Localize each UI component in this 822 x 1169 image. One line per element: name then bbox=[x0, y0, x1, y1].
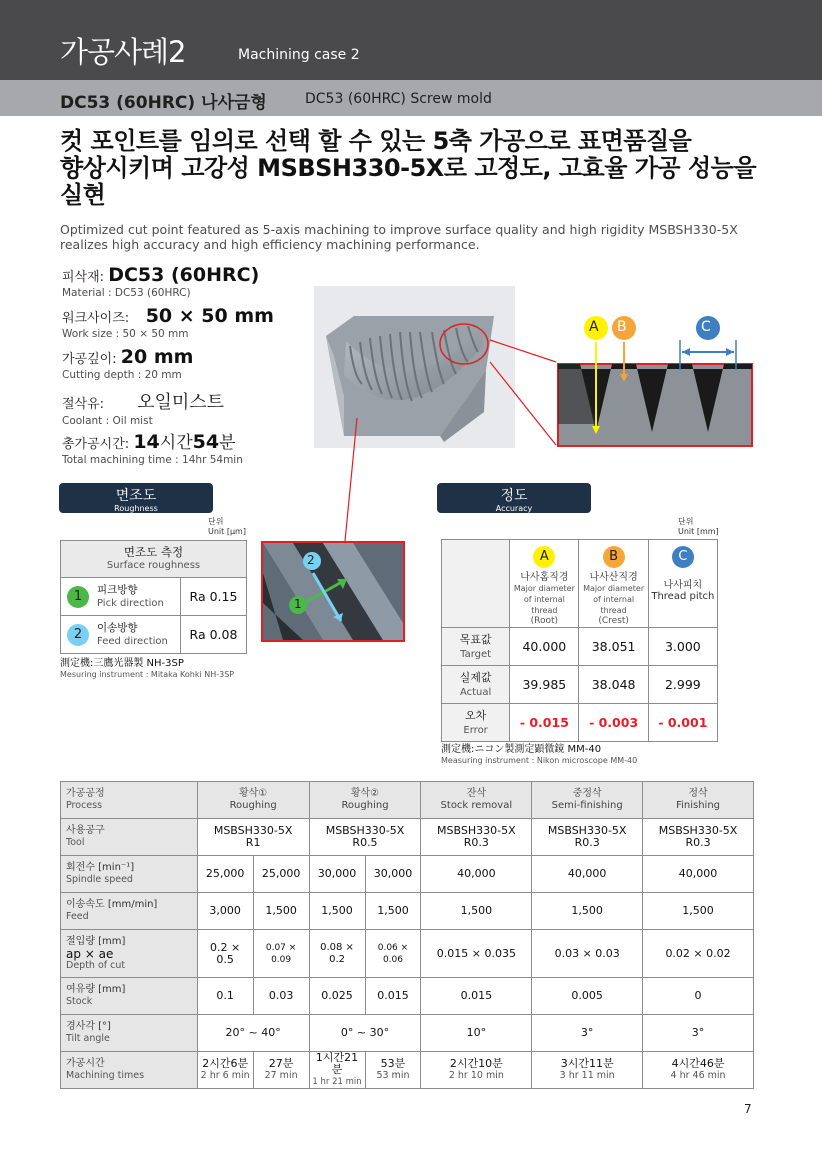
roughness-table: 면조도 측정 Surface roughness 1 피크방향 Pick direction Ra 0.15 2 이송방향 Feed direction Ra 0.08 bbox=[60, 540, 247, 654]
roughness-pill: 면조도 Roughness bbox=[59, 483, 213, 513]
spec-cutting-depth: 가공깊이: 20 mm Cutting depth : 20 mm bbox=[62, 346, 194, 381]
roughness-unit: 단위 Unit [μm] bbox=[208, 517, 246, 536]
page-subtitle: Machining case 2 bbox=[238, 47, 360, 63]
label-a: A bbox=[589, 319, 599, 335]
accuracy-table: A 나사홈직경 Major diameter of internal thread (Root) B 나사산직경 Major diameter of internal thread (Crest) C 나사피치 Thread pitch 목표값 Target 40.000 38.051 3.000 실제값 Actual 39.985 38.048 2.999 오차 Error - 0.015 - 0.003 - 0.001 bbox=[441, 539, 718, 742]
table-row: 1 피크방향 Pick direction bbox=[61, 578, 181, 616]
table-row: 가공시간 Machining times 2시간6분 2 hr 6 min 27분 27 min 1시간21분 1 hr 21 min 53분 53 min 2시간10분 2 hr 10 min 3시간11분 3 hr 11 min 4시간46분 4 hr 46 min bbox=[61, 1052, 754, 1089]
table-row: 2 이송방향 Feed direction bbox=[61, 616, 181, 654]
page-title: 가공사례2 bbox=[60, 35, 186, 69]
roughness-note: 測定機:三鷹光器製 NH-3SP Mesuring instrument : Mitaka Kohki NH-3SP bbox=[60, 658, 235, 679]
label-c: C bbox=[701, 319, 711, 335]
table-row: 오차 Error - 0.015 - 0.003 - 0.001 bbox=[442, 704, 718, 742]
table-row: 경사각 [°] Tilt angle 20° ~ 40° 0° ~ 30° 10° 3° 3° bbox=[61, 1015, 754, 1052]
process-table: 가공공정 Process 황삭① Roughing 황삭② Roughing 잔삭 Stock removal 중정삭 Semi-finishing 정삭 Finishing 사용공구 Tool MSBSH330-5X R1 MSBSH330-5X R0.5 MSBSH330-5X R0.3 MSBSH330-5X R0.3 MSBSH330-5X R0.3 회전수 [min⁻¹] Spindle speed 25,000 25,000 30,000 30,000 40,000 40,000 40,000 이송속도 [mm/min] Feed 3,000 1,500 1,500 1,500 1,500 1,500 1,500 절입량 [mm] ap × ae Depth of cut 0.2 × 0.5 0.07 × 0.09 0.08 × 0.2 0.06 × 0.06 0.015 × 0.035 0.03 × 0.03 0.02 × 0.02 여유량 [mm] Stock 0.1 0.03 0.025 0.015 0.015 0.005 0 경사각 [°] Tilt angle 20° ~ 40° 0° ~ 30° 10° 3° 3° 가공시간 Machining times 2시간6분 2 hr 6 min 27분 27 min 1시간21분 1 hr 21 min 53분 53 min 2시간10분 2 hr 10 min 3시간11분 3 hr 11 min 4시간46분 4 hr 46 min bbox=[60, 781, 754, 1089]
headline: 컷 포인트를 임의로 선택 할 수 있는 5축 가공으로 표면품질을 향상시키며 고강성 MSBSH330-5X로 고정도, 고효율 가공 성능을 실현 bbox=[60, 127, 757, 209]
table-row: 이송속도 [mm/min] Feed 3,000 1,500 1,500 1,500 1,500 1,500 1,500 bbox=[61, 893, 754, 930]
label-b: B bbox=[617, 319, 627, 335]
spec-material: 피삭재: DC53 (60HRC) Material : DC53 (60HRC) bbox=[62, 264, 260, 299]
surface-photo bbox=[261, 541, 405, 642]
page-number: 7 bbox=[744, 1102, 752, 1116]
case-title-en: DC53 (60HRC) Screw mold bbox=[305, 91, 492, 107]
spec-work-size: 워크사이즈: 50 × 50 mm Work size : 50 × 50 mm bbox=[62, 305, 274, 340]
table-row: 여유량 [mm] Stock 0.1 0.03 0.025 0.015 0.015 0.005 0 bbox=[61, 978, 754, 1015]
spec-coolant: 절삭유: 오일미스트 Coolant : Oil mist bbox=[62, 392, 225, 427]
spec-total-time: 총가공시간: 14시간54분 Total machining time : 14hr 54min bbox=[62, 431, 243, 466]
case-title: DC53 (60HRC) 나사금형 bbox=[60, 93, 267, 113]
table-row: 사용공구 Tool MSBSH330-5X R1 MSBSH330-5X R0.5 MSBSH330-5X R0.3 MSBSH330-5X R0.3 MSBSH330-5X R0.3 bbox=[61, 819, 754, 856]
accuracy-unit: 단위 Unit [mm] bbox=[678, 517, 719, 536]
subtitle: Optimized cut point featured as 5-axis machining to improve surface quality and high rigidity MSBSH330-5X realizes high accuracy and high efficiency machining performance. bbox=[60, 222, 738, 252]
accuracy-pill: 정도 Accuracy bbox=[437, 483, 591, 513]
photo-label-2: 2 bbox=[307, 553, 315, 567]
table-row: 회전수 [min⁻¹] Spindle speed 25,000 25,000 30,000 30,000 40,000 40,000 40,000 bbox=[61, 856, 754, 893]
accuracy-note: 測定機:ニコン製測定顕微鏡 MM-40 Measuring instrument : Nikon microscope MM-40 bbox=[441, 744, 638, 765]
table-row: 목표값 Target 40.000 38.051 3.000 bbox=[442, 628, 718, 666]
table-row: 실제값 Actual 39.985 38.048 2.999 bbox=[442, 666, 718, 704]
table-row: 절입량 [mm] ap × ae Depth of cut 0.2 × 0.5 0.07 × 0.09 0.08 × 0.2 0.06 × 0.06 0.015 × 0.035 0.03 × 0.03 0.02 × 0.02 bbox=[61, 930, 754, 978]
photo-label-1: 1 bbox=[294, 597, 302, 611]
